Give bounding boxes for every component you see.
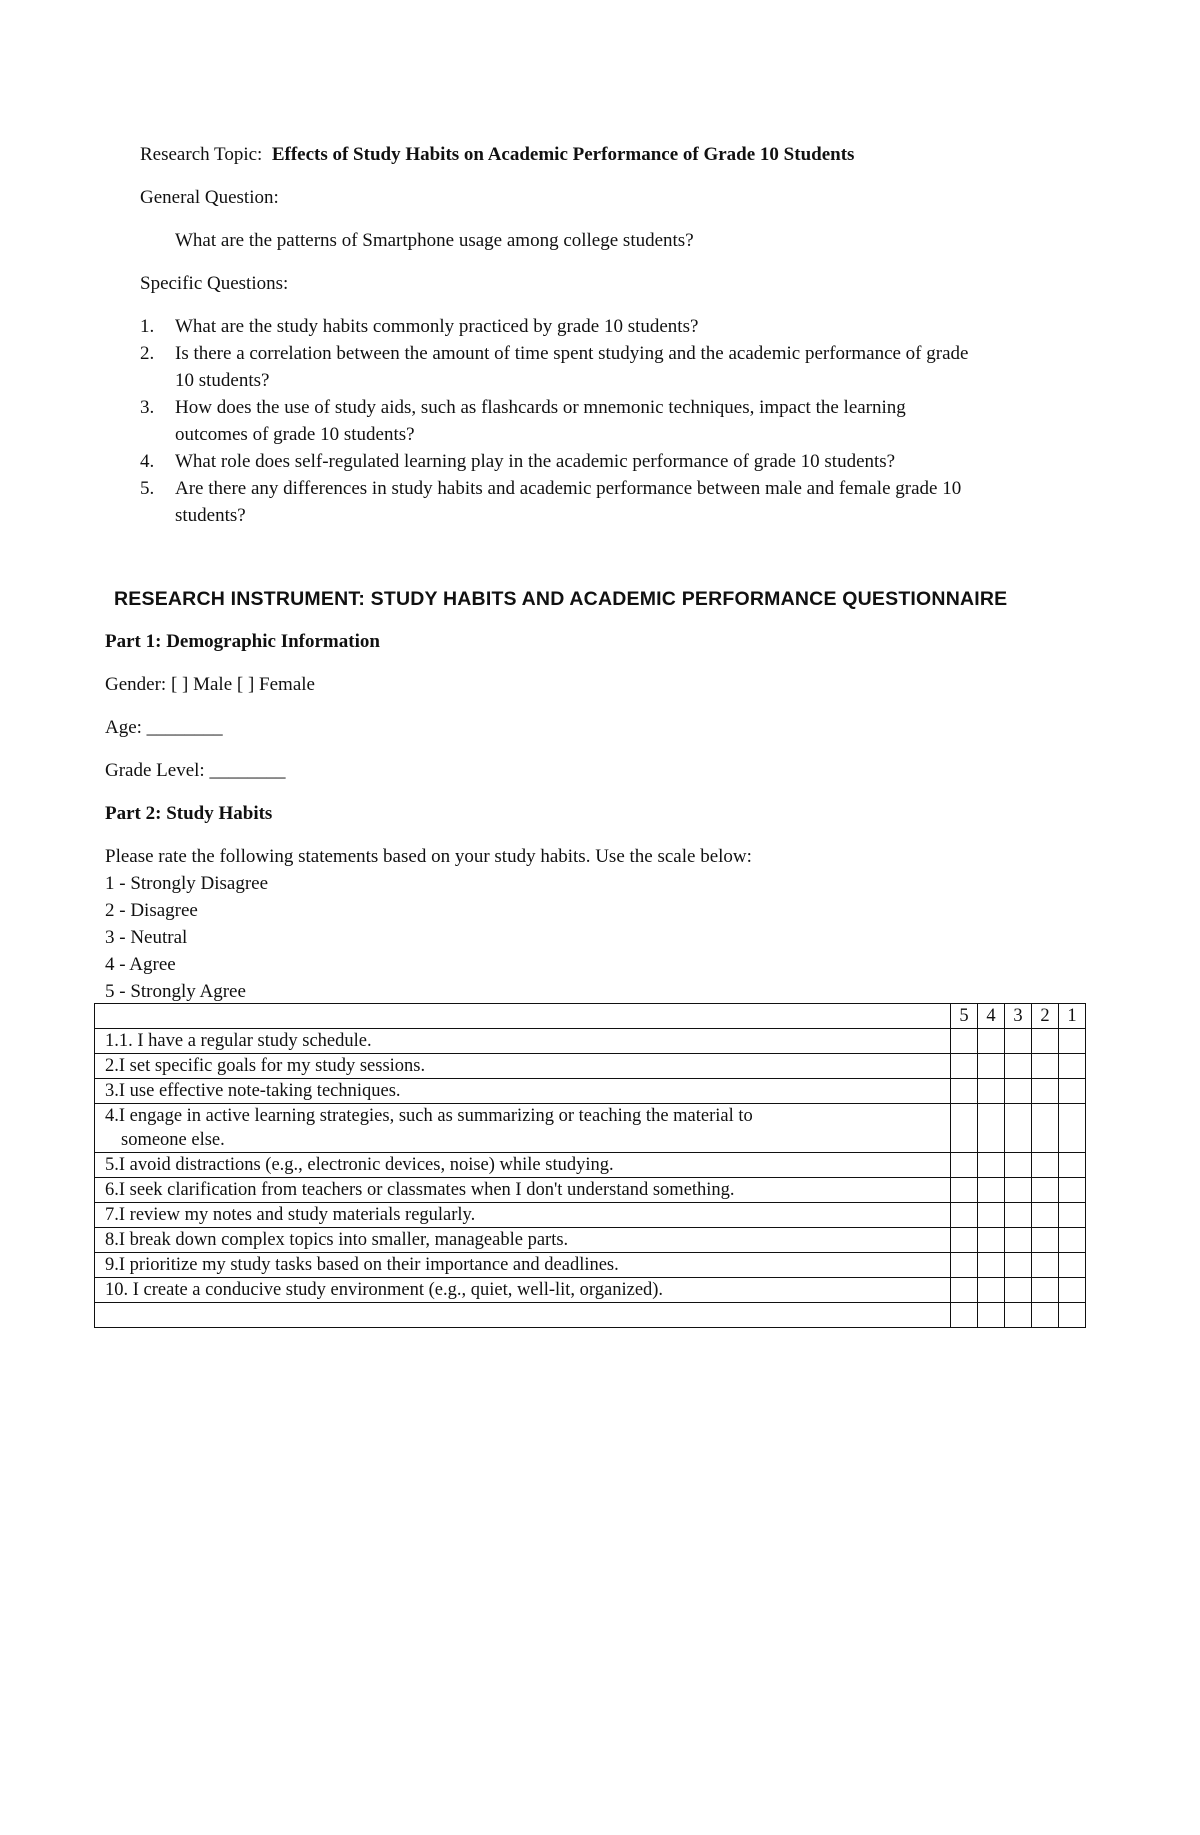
grade-level-field: Grade Level: ________ xyxy=(105,760,286,781)
list-item-number: 2. xyxy=(140,343,155,364)
list-item-number: 1. xyxy=(140,316,155,337)
rating-cell[interactable] xyxy=(951,1178,978,1203)
rating-cell[interactable] xyxy=(1059,1278,1086,1303)
table-row xyxy=(95,1079,1086,1104)
statement-cell-empty[interactable] xyxy=(95,1303,951,1328)
rating-cell[interactable] xyxy=(1005,1203,1032,1228)
rating-cell[interactable] xyxy=(1032,1253,1059,1278)
rating-cell[interactable] xyxy=(951,1203,978,1228)
rating-cell[interactable] xyxy=(1059,1029,1086,1054)
rating-cell[interactable] xyxy=(1059,1253,1086,1278)
table-row xyxy=(95,1104,1086,1153)
column-header: 3 xyxy=(1005,1004,1032,1029)
statement-cell: 8.I break down complex topics into smaller, manageable parts. xyxy=(95,1228,951,1253)
statement-cell: 7.I review my notes and study materials regularly. xyxy=(95,1203,951,1228)
table-header-blank xyxy=(95,1004,951,1029)
rating-cell[interactable] xyxy=(1059,1228,1086,1253)
rating-cell[interactable] xyxy=(1059,1079,1086,1104)
statement-cell: 9.I prioritize my study tasks based on their importance and deadlines. xyxy=(95,1253,951,1278)
rating-cell[interactable] xyxy=(978,1278,1005,1303)
rating-cell[interactable] xyxy=(1005,1079,1032,1104)
rating-cell[interactable] xyxy=(978,1079,1005,1104)
rating-cell[interactable] xyxy=(1005,1054,1032,1079)
rating-cell[interactable] xyxy=(1032,1278,1059,1303)
rating-cell[interactable] xyxy=(1032,1104,1059,1153)
list-item: Are there any differences in study habits and academic performance between male and female grade 10 xyxy=(175,478,962,499)
rating-cell[interactable] xyxy=(1005,1153,1032,1178)
rating-cell[interactable] xyxy=(1005,1278,1032,1303)
rating-cell[interactable] xyxy=(1032,1228,1059,1253)
list-item-number: 4. xyxy=(140,451,155,472)
rating-cell[interactable] xyxy=(1032,1203,1059,1228)
rating-cell[interactable] xyxy=(951,1054,978,1079)
rating-cell[interactable] xyxy=(978,1029,1005,1054)
statement-line-continuation: someone else. xyxy=(121,1130,225,1150)
rating-cell[interactable] xyxy=(978,1054,1005,1079)
statement-cell: 6.I seek clarification from teachers or classmates when I don't understand something. xyxy=(95,1178,951,1203)
rating-cell[interactable] xyxy=(1005,1104,1032,1153)
table-row xyxy=(95,1029,1086,1054)
rating-cell[interactable] xyxy=(1059,1203,1086,1228)
rating-cell[interactable] xyxy=(1005,1228,1032,1253)
statement-cell xyxy=(95,1104,951,1153)
rating-cell[interactable] xyxy=(951,1153,978,1178)
rating-cell[interactable] xyxy=(1005,1253,1032,1278)
table-row xyxy=(95,1153,1086,1178)
part1-heading: Part 1: Demographic Information xyxy=(105,631,380,652)
list-item: What role does self-regulated learning play in the academic performance of grade 10 students? xyxy=(175,451,896,472)
research-topic xyxy=(140,144,854,166)
rating-cell[interactable] xyxy=(1032,1079,1059,1104)
list-item-number: 3. xyxy=(140,397,155,418)
scale-item: 2 - Disagree xyxy=(105,900,198,921)
gender-field: Gender: [ ] Male [ ] Female xyxy=(105,674,315,695)
rating-cell[interactable] xyxy=(978,1253,1005,1278)
rating-cell[interactable] xyxy=(1005,1029,1032,1054)
rating-cell[interactable] xyxy=(1032,1153,1059,1178)
scale-item: 4 - Agree xyxy=(105,954,176,975)
research-topic-label: Research Topic: xyxy=(140,144,263,165)
research-topic-title: Effects of Study Habits on Academic Performance of Grade 10 Students xyxy=(271,144,855,165)
table-row xyxy=(95,1054,1086,1079)
table-header-row xyxy=(95,1004,1086,1029)
rating-cell[interactable] xyxy=(1032,1029,1059,1054)
rating-cell[interactable] xyxy=(1032,1054,1059,1079)
column-header: 2 xyxy=(1032,1004,1059,1029)
statement-cell: 10. I create a conducive study environment (e.g., quiet, well-lit, organized). xyxy=(95,1278,951,1303)
rating-cell[interactable] xyxy=(978,1203,1005,1228)
statement-cell: 1.1. I have a regular study schedule. xyxy=(95,1029,951,1054)
specific-questions-label: Specific Questions: xyxy=(140,273,289,294)
rating-cell[interactable] xyxy=(1059,1303,1086,1328)
rating-cell[interactable] xyxy=(1005,1303,1032,1328)
instrument-heading: RESEARCH INSTRUMENT: STUDY HABITS AND ACADEMIC PERFORMANCE QUESTIONNAIRE xyxy=(114,588,1008,610)
statement-cell: 5.I avoid distractions (e.g., electronic devices, noise) while studying. xyxy=(95,1153,951,1178)
list-item: Is there a correlation between the amount of time spent studying and the academic performance of grade xyxy=(175,343,969,364)
rating-cell[interactable] xyxy=(1059,1153,1086,1178)
table-row xyxy=(95,1253,1086,1278)
rating-cell[interactable] xyxy=(978,1303,1005,1328)
list-item: What are the study habits commonly practiced by grade 10 students? xyxy=(175,316,699,337)
scale-item: 1 - Strongly Disagree xyxy=(105,873,269,894)
list-item-number: 5. xyxy=(140,478,155,499)
rating-cell[interactable] xyxy=(951,1228,978,1253)
column-header: 5 xyxy=(951,1004,978,1029)
rating-cell[interactable] xyxy=(1032,1178,1059,1203)
rating-cell[interactable] xyxy=(951,1253,978,1278)
general-question-label: General Question: xyxy=(140,187,279,208)
table-row xyxy=(95,1203,1086,1228)
rating-cell[interactable] xyxy=(978,1178,1005,1203)
list-item-continuation: outcomes of grade 10 students? xyxy=(175,424,415,445)
table-row xyxy=(95,1178,1086,1203)
part2-instructions: Please rate the following statements based on your study habits. Use the scale below: xyxy=(105,846,752,867)
rating-cell[interactable] xyxy=(951,1079,978,1104)
statement-line: 4.I engage in active learning strategies, such as summarizing or teaching the material to xyxy=(105,1106,753,1126)
scale-item: 3 - Neutral xyxy=(105,927,188,948)
rating-cell[interactable] xyxy=(1059,1178,1086,1203)
list-item-continuation: students? xyxy=(175,505,246,526)
rating-cell[interactable] xyxy=(1032,1303,1059,1328)
list-item-continuation: 10 students? xyxy=(175,370,270,391)
rating-cell[interactable] xyxy=(1059,1054,1086,1079)
rating-cell[interactable] xyxy=(951,1303,978,1328)
statement-cell: 2.I set specific goals for my study sessions. xyxy=(95,1054,951,1079)
rating-table xyxy=(94,1003,1086,1328)
list-item: How does the use of study aids, such as flashcards or mnemonic techniques, impact the learning xyxy=(175,397,906,418)
age-field: Age: ________ xyxy=(105,717,223,738)
table-row-empty xyxy=(95,1303,1086,1328)
scale-item: 5 - Strongly Agree xyxy=(105,981,246,1002)
rating-cell[interactable] xyxy=(1059,1104,1086,1153)
rating-cell[interactable] xyxy=(951,1104,978,1153)
rating-cell[interactable] xyxy=(951,1029,978,1054)
general-question-text: What are the patterns of Smartphone usage among college students? xyxy=(175,230,694,251)
rating-cell[interactable] xyxy=(1005,1178,1032,1203)
column-header: 1 xyxy=(1059,1004,1086,1029)
rating-cell[interactable] xyxy=(978,1228,1005,1253)
statement-cell: 3.I use effective note-taking techniques. xyxy=(95,1079,951,1104)
table-row xyxy=(95,1278,1086,1303)
rating-cell[interactable] xyxy=(951,1278,978,1303)
rating-cell[interactable] xyxy=(978,1104,1005,1153)
rating-cell[interactable] xyxy=(978,1153,1005,1178)
part2-heading: Part 2: Study Habits xyxy=(105,803,273,824)
table-row xyxy=(95,1228,1086,1253)
column-header: 4 xyxy=(978,1004,1005,1029)
